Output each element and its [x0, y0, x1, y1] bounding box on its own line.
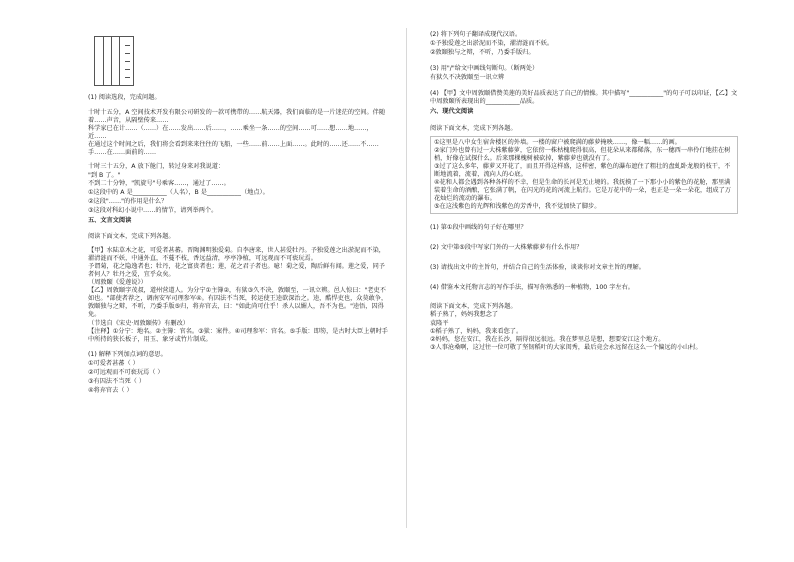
answer-grid — [94, 36, 134, 86]
passage-paragraph: ④花和人都会遇到各种各样的不幸，但是生命的长河是无止境的。我抚摸了一下那小小的紫色的花舱，那里满装着生命的酒酿，它张满了帆，在闪光的花的河流上航行。它是万花中的一朵，也正是一朵一朵花，组成了万花灿烂的流动的瀑布。 — [434, 178, 731, 202]
passage-paragraph-2: 科学家已在计……（……）在……发出……后……，……乘坐一条……的空间……可……想……地……，近…… — [88, 125, 373, 141]
passage-paragraph: ⑤在这浅紫色的光辉和浅紫色的芳香中，我不觉加快了脚步。 — [434, 203, 601, 211]
vocab-question: (1) 解释下列加点词的意思。 — [88, 350, 167, 358]
passage-yi-source: （节选自《宋史·周敦颐传》有删改） — [88, 319, 189, 327]
reading-question-1: (1) 第①段中画线的句子好在哪里？ — [430, 224, 527, 232]
passage-paragraph-1: 十时十五分，A 空间技术开发有限公司研发的一款可携带的……航天器，我们面临的是一片迷茫的空间。伴随着……声音，从隔壁传来…… — [88, 109, 386, 125]
essay-paragraph-2: ②妈妈，您在安江，我在长沙，隔得很远很远。我在梦里总是想，想要安江这个地方。 — [430, 335, 665, 343]
passage-paragraph: ②家门外也曾有过一大株紫藤萝，它依傍一株枯槐爬得很高，但花朵从来都稀落，东一穗西一串伶仃地挂在树梢，好像在试探什么。后来那棵槐树被砍掉，紫藤萝也就没有了。 — [434, 146, 731, 162]
essay-paragraph-1: ①稻子熟了，妈妈，我来看您了。 — [430, 327, 523, 335]
question-3: ③这段对科幻小说中……的情节，请列举两个。 — [88, 206, 218, 214]
time-line: 十时三十五分，A 放下舱门，转过身来对我说道： — [88, 163, 225, 171]
vocab-item-2: ②可远观而不可亵玩焉（ ） — [88, 368, 164, 376]
passage-paragraph-3: 在通过这个时间之后，我们将会看到来来往往的飞船，一些……前……上面……。此时的……还……不……手……在……面前的…… — [88, 141, 379, 157]
vocab-item-1: ①可爱者甚蕃（ ） — [88, 359, 139, 367]
passage-paragraph: ①这里是八中女生宿舍楼区的外墙。一楼的窗户被爬满的藤萝掩映……，像一幅……的画。 — [434, 138, 681, 146]
vocab-item-3: ③有囚法不当死（ ） — [88, 377, 146, 385]
passage-box — [430, 136, 738, 215]
reading-instruction: 阅读下面文本，完成下列各题。 — [430, 124, 517, 132]
vocab-item-4: ④将弃官去（ ） — [88, 386, 133, 394]
essay-paragraph-3: ③人事沧桑啊，这过往一位可敬了坚韧稻叶的大家闺秀，最后竟会永远留在这么一个偏远的小山村。 — [430, 343, 702, 351]
section-5-heading: 五、文言文阅读 — [88, 216, 132, 224]
translate-item-2: ②敦颐独与之辩，不听，乃委手版归。 — [430, 49, 535, 57]
reading-instruction-2: 阅读下面文本，完成下列各题。 — [430, 303, 517, 311]
reading-question-3: (3) 请找出文中的主旨句，并结合自己的生活体验，谈谈你对文章主旨的理解。 — [430, 264, 645, 272]
essay-author: 袁隆平 — [430, 319, 449, 327]
passage-paragraph: ③过了这么多年，藤萝又开花了，而且开得这样盛，这样密，紫色的瀑布遮住了粗壮的盘虬卧龙般的枝干，不断地流着，流着，流向人的心底。 — [434, 162, 731, 178]
question-2: ②这段"……"的作用是什么？ — [88, 197, 168, 205]
passage-yi: 【乙】周敦颐字茂叔，道州营道人。为分宁①主簿②，有狱③久不决，敦颐至，一讯立辨。邑人惊曰："老吏不如也。"部使者荐之，调南安军司理参军④。有囚法不当死，转运使王逵欲深治之。逵，酷悍吏也，众莫敢争，敦颐独与之辩，不听，乃委手版⑤归，将弃官去，曰："如此尚可仕乎！杀人以媚人，吾不为也。"逵悟，囚得免。 — [88, 287, 388, 319]
right-column — [430, 30, 738, 352]
translate-question: (2) 将下列句子翻译成现代汉语。 — [430, 31, 522, 38]
column-divider — [406, 28, 407, 528]
comprehension-question-4: (4) 【甲】文中周敦颐借赞美莲的美好品质表达了自己的情操。其中描写"___________"的句子可以印证，【乙】文中周敦颐所表现出的___________品质。 — [430, 90, 738, 106]
reading-question-4: (4) 借鉴本文托物言志的写作手法，描写你熟悉的一种植物，100 字左右。 — [430, 284, 634, 292]
notes: 【注释】①分宁：地名。②主簿：官名。③狱：案件。④司理参军：官名。⑤手版：即笏，是古时大臣上朝时手中所持的狭长板子，用玉、象牙或竹片制成。 — [88, 327, 388, 343]
passage-jia-source: （周敦颐《爱莲说》） — [88, 279, 147, 287]
reading-question-2: (2) 文中第⑤段中写家门外的一大株紫藤萝有什么作用？ — [430, 244, 583, 252]
after-quote: 不到二十分钟，"凯旋号"号乘客……，通过了……。 — [88, 179, 230, 187]
section-6-heading: 六、现代文阅读 — [430, 108, 474, 116]
punctuate-question: (3) 用"/"给文中画线句断句。（断两处） — [430, 65, 539, 73]
punctuate-line: 有狱久不决敦颐至一讯立辨 — [430, 74, 505, 82]
question-intro: (1) 阅读选段，完成问题。 — [88, 94, 161, 101]
passage-jia: 【甲】水陆草木之花，可爱者甚蕃。晋陶渊明独爱菊。自李唐来，世人甚爱牡丹。予独爱莲之出淤泥而不染，濯清涟而不妖，中通外直，不蔓不枝，香远益清，亭亭净植，可远观而不可亵玩焉。 — [88, 246, 385, 262]
quote-line: "到 B 了。" — [88, 171, 121, 179]
reading-instruction: 阅读下面文本，完成下列各题。 — [88, 232, 175, 240]
left-column — [88, 30, 388, 396]
question-1: ①这段中的 A 是___________（人名），B 是___________（地点）。 — [88, 188, 269, 196]
essay-title: 稻子熟了，妈妈我想念了 — [430, 311, 499, 319]
passage-jia-2: 予谓菊，花之隐逸者也；牡丹，花之富贵者也；莲，花之君子者也。噫！菊之爱，陶后鲜有闻。莲之爱，同予者何人？牡丹之爱，宜乎众矣。 — [88, 263, 385, 279]
translate-item-1: ①予独爱莲之出淤泥而不染，濯清涟而不妖。 — [430, 40, 554, 48]
